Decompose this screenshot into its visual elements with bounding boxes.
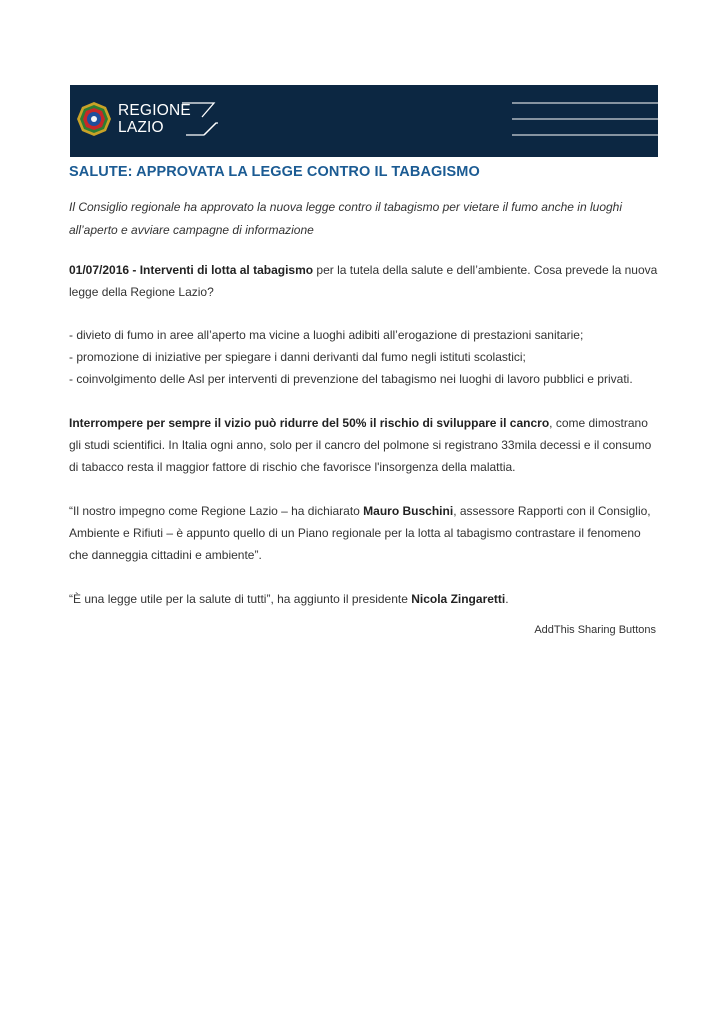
- name-zingaretti: Nicola Zingaretti: [411, 592, 506, 606]
- logo-line2: LAZIO: [118, 119, 164, 136]
- quote-buschini-part2: , assessore Rapporti con il Consiglio, Ambiente e Rifiuti – è appunto quello di un Piano regionale per la lotta al tabagismo contrastare il fenomeno che danneggia cittadini e ambiente”.: [69, 504, 651, 562]
- cancer-risk-text: , come dimostrano gli studi scientifici. In Italia ogni anno, solo per il cancro del polmone si registrano 33mila decessi e il consumo di tabacco resta il maggior fattore di rischio che favorisce l'insorgenza della malattia.: [69, 416, 652, 474]
- list-item: - promozione di iniziative per spiegare i danni derivanti dal fumo negli istituti scolastici;: [69, 350, 526, 364]
- article-subtitle: Il Consiglio regionale ha approvato la nuova legge contro il tabagismo per vietare il fumo anche in luoghi all’aperto e avviare campagne di informazione: [69, 200, 623, 237]
- intro-date-lead: 01/07/2016 - Interventi di lotta al tabagismo: [69, 263, 314, 277]
- logo-chevron-icon: [180, 99, 220, 139]
- intro-text: per la tutela della salute e dell’ambiente. Cosa prevede la nuova legge della Regione Lazio?: [69, 263, 658, 299]
- name-buschini: Mauro Buschini: [363, 504, 454, 518]
- paragraph-quote-buschini: [69, 500, 659, 566]
- paragraph-cancer-risk: [69, 412, 659, 478]
- decorative-lines-icon: [510, 101, 658, 137]
- paragraph-quote-zingaretti: [69, 588, 659, 610]
- logo-line1: REGIONE: [118, 102, 191, 119]
- regione-lazio-emblem-icon: [76, 101, 112, 137]
- list-item: - coinvolgimento delle Asl per interventi di prevenzione del tabagismo nei luoghi di lavoro pubblici e privati.: [69, 372, 633, 386]
- header-banner: [70, 85, 658, 157]
- article-title: SALUTE: APPROVATA LA LEGGE CONTRO IL TABAGISMO: [69, 164, 480, 180]
- quote-zingaretti-part1: “È una legge utile per la salute di tutti”, ha aggiunto il presidente: [69, 592, 412, 606]
- paragraph-intro: [69, 259, 659, 303]
- quote-zingaretti-end: .: [505, 592, 509, 606]
- bullet-list: [69, 324, 659, 390]
- list-item: - divieto di fumo in aree all’aperto ma vicine a luoghi adibiti all’erogazione di prestazioni sanitarie;: [69, 328, 584, 342]
- quote-buschini-part1: “Il nostro impegno come Regione Lazio – ha dichiarato: [69, 504, 364, 518]
- cancer-risk-lead: Interrompere per sempre il vizio può ridurre del 50% il rischio di sviluppare il cancro: [69, 416, 550, 430]
- addthis-sharing-link[interactable]: AddThis Sharing Buttons: [534, 624, 656, 636]
